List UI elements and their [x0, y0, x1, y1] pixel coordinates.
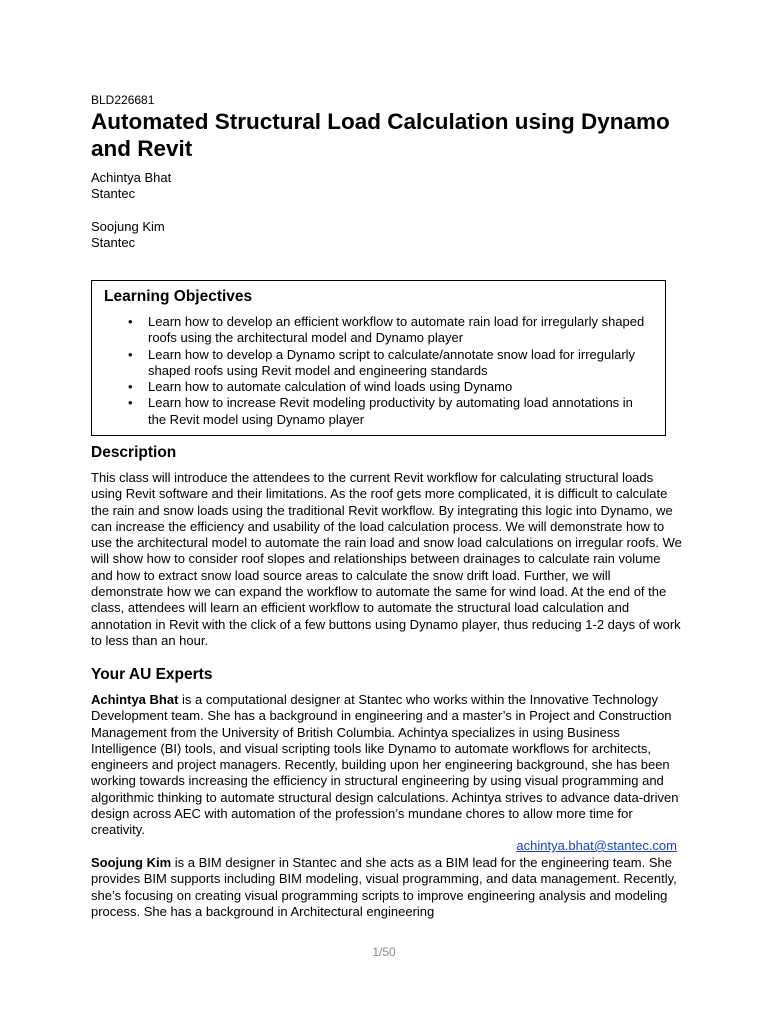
expert-bio-text: is a computational designer at Stantec who works within the Innovative Technology Development team. She has a background in engineering and a master’s in Project and Construction Management from the University of British Columbia. Achintya specializes in using Business Intelligence (BI) tools, and visual scripting tools like Dynamo to automate workflows for architects, engineers and project managers. Recently, building upon her engineering background, she has been working towards increasing the efficiency in structural engineering by using visual programming and algorithmic thinking to automate structural design calculations. Achintya strives to advance data-driven design across AEC with automation of the profession’s mundane chores to allow more time for creativity. — [91, 692, 679, 838]
expert-bio — [91, 692, 683, 839]
objective-text: Learn how to automate calculation of wind loads using Dynamo — [148, 379, 513, 395]
page-number: 1/50 — [372, 945, 396, 959]
class-code: BLD226681 — [91, 93, 155, 107]
list-item — [92, 395, 648, 428]
author-block — [91, 219, 165, 251]
bullet-icon: • — [128, 314, 133, 329]
expert-email-link[interactable]: achintya.bhat@stantec.com — [516, 838, 677, 853]
list-item — [92, 314, 648, 347]
page-title: Automated Structural Load Calculation using Dynamo and Revit — [91, 109, 670, 161]
list-item — [92, 379, 648, 395]
author-name: Achintya Bhat — [91, 170, 172, 185]
learning-objectives-box — [91, 280, 666, 436]
objective-text: Learn how to increase Revit modeling productivity by automating load annotations in the Revit model using Dynamo player — [148, 395, 633, 427]
bullet-icon: • — [128, 379, 133, 395]
list-item — [92, 347, 648, 380]
expert-name: Soojung Kim — [91, 855, 172, 870]
learning-objectives-title: Learning Objectives — [104, 288, 253, 305]
description-text: This class will introduce the attendees to the current Revit workflow for calculating structural loads using Revit software and their limitations. As the roof gets more complicated, it is difficult to calculate the rain and snow loads using the traditional Revit workflow. By integrating this logic into Dynamo, we can increase the efficiency and usability of the load calculation process. We will demonstrate how to use the architectural model to automate the rain load and snow load calculations on irregular roofs. We will show how to consider roof slopes and relationships between drainages to calculate rain volume and how to extract snow load source areas to calculate the snow drift load. Further, we will demonstrate how we can expand the workflow to automate the same for wind load. At the end of the class, attendees will learn an efficient workflow to automate the structural load calculation and annotation in Revit with the click of a few buttons using Dynamo player, thus reducing 1-2 days of work to less than an hour. — [91, 470, 682, 648]
expert-name: Achintya Bhat — [91, 692, 179, 707]
author-name: Soojung Kim — [91, 219, 165, 234]
expert-bio-text: is a BIM designer in Stantec and she acts as a BIM lead for the engineering team. She provides BIM supports including BIM modeling, visual programming, and data management. Recently, she’s focusing on creating visual programming scripts to improve engineering analysis and modeling process. She has a background in Architectural engineering — [91, 855, 677, 919]
bullet-icon: • — [128, 395, 133, 411]
author-org: Stantec — [91, 235, 136, 250]
expert-bio — [91, 855, 683, 920]
author-block — [91, 170, 171, 202]
bullet-icon: • — [128, 346, 133, 362]
learning-objectives-list — [92, 314, 648, 428]
objective-text: Learn how to develop an efficient workflow to automate rain load for irregularly shaped roofs using the architectural model and Dynamo player — [148, 314, 645, 346]
experts-heading: Your AU Experts — [91, 666, 213, 683]
objective-text: Learn how to develop a Dynamo script to calculate/annotate snow load for irregularly shaped roofs using Revit model and engineering standards — [148, 346, 636, 378]
description-heading: Description — [91, 444, 177, 461]
author-org: Stantec — [91, 186, 136, 201]
